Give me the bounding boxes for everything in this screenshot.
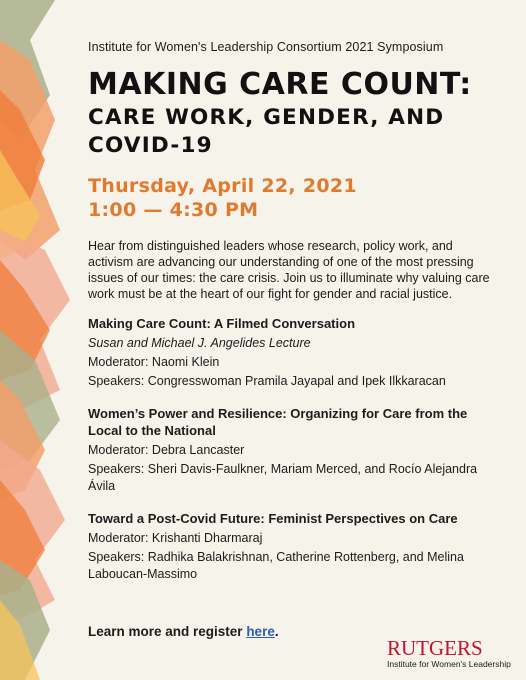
- event-date: Thursday, April 22, 2021: [88, 175, 357, 197]
- session-moderator: Moderator: Krishanti Dharmaraj: [88, 531, 263, 545]
- session-moderator: Moderator: Naomi Klein: [88, 355, 220, 369]
- symposium-name: Institute for Women's Leadership Consortium 2021 Symposium: [88, 40, 444, 54]
- event-time: 1:00 — 4:30 PM: [88, 199, 259, 221]
- rutgers-logo: [387, 638, 515, 669]
- session-2: [88, 405, 498, 495]
- session-3: [88, 510, 498, 583]
- flyer-content: [88, 40, 498, 598]
- session-speakers: Speakers: Sheri Davis-Faulkner, Mariam Merced, and Rocío Alejandra Ávila: [88, 462, 478, 493]
- session-title: Toward a Post-Covid Future: Feminist Perspectives on Care: [88, 511, 458, 526]
- register-callout: [88, 624, 279, 639]
- subtitle-line-2: COVID-19: [88, 133, 213, 158]
- register-suffix: .: [274, 624, 279, 639]
- session-title: Making Care Count: A Filmed Conversation: [88, 316, 356, 331]
- decorative-side-pattern: [0, 0, 80, 680]
- session-moderator: Moderator: Debra Lancaster: [88, 443, 245, 457]
- session-speakers: Speakers: Radhika Balakrishnan, Catherine Rottenberg, and Melina Laboucan-Massimo: [88, 550, 464, 581]
- session-subtitle: Susan and Michael J. Angelides Lecture: [88, 336, 311, 350]
- session-1: [88, 315, 498, 390]
- rutgers-wordmark: RUTGERS: [387, 636, 483, 660]
- register-text: Learn more and register: [88, 624, 247, 639]
- register-link[interactable]: here: [246, 624, 275, 639]
- logo-subtitle: Institute for Women's Leadership: [387, 659, 511, 669]
- intro-paragraph: Hear from distinguished leaders whose research, policy work, and activism are advancing our understanding of one of the most pressing issues of our times: the care crisis. Join us to illuminate why valuing care work must be at the heart of our fight for gender and racial justice.: [88, 239, 490, 301]
- page-subtitle: [88, 104, 498, 160]
- session-speakers: Speakers: Congresswoman Pramila Jayapal and Ipek Ilkkaracan: [88, 374, 446, 388]
- page-title: MAKING CARE COUNT:: [88, 67, 472, 102]
- session-title: Women’s Power and Resilience: Organizing for Care from the Local to the National: [88, 406, 468, 438]
- subtitle-line-1: CARE WORK, GENDER, AND: [88, 105, 445, 130]
